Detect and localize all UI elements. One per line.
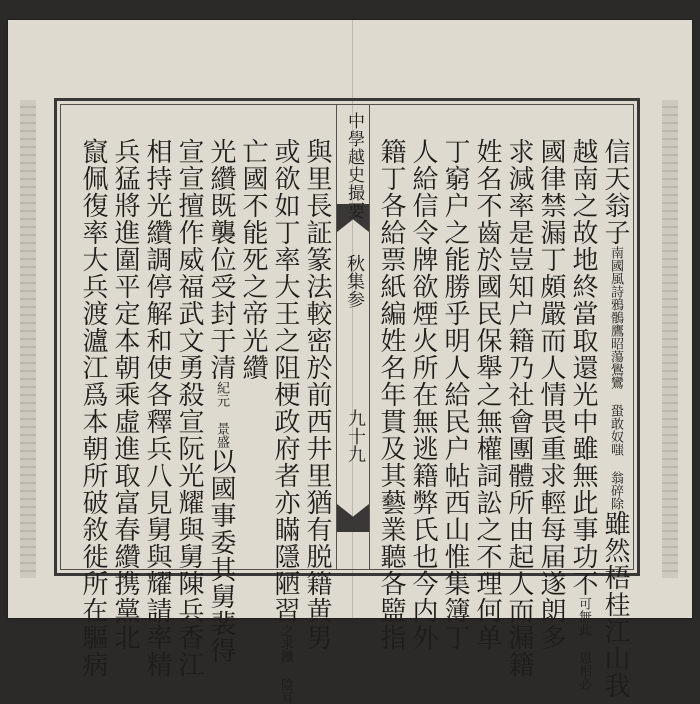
text-column: 信天翁子南國風詩鴉鶻鷹昭蕩鷽鸞 蛩敢奴嗤 翁碎除雖然梧桂江山我 bbox=[600, 138, 630, 699]
book-title: 中學越史撮要 bbox=[344, 112, 364, 220]
text-column: 人給信令牌欲煙火所在無逃籍弊氏也今内外 bbox=[408, 138, 438, 651]
volume-label: 秋集参 bbox=[344, 254, 365, 308]
text-column: 籍丁各給票紙編姓名年貫及其藝業聽各盬指 bbox=[376, 138, 406, 651]
text-column: 或欲如丁率大王之阻梗政府者亦瞞隱陋習之求鐵 陰耳 bbox=[270, 138, 300, 704]
text-column: 竄佩復率大兵渡瀘江爲本朝所破敘徙所在驅病 bbox=[78, 138, 108, 678]
text-column: 國律禁漏丁頗嚴而人情畏重求輕每届遂朗多 bbox=[536, 138, 566, 651]
text-column: 宣宣擅作威福武文勇殺宣阮光耀與舅陳兵香江 bbox=[174, 138, 204, 678]
text-column: 求減率是豈知户籍乃社會團體所由起人而漏籍 bbox=[504, 138, 534, 678]
text-column: 與里長証篆法較密於前西井里猶有脱籍黄男 bbox=[302, 138, 332, 651]
text-column: 兵猛將進圍平定本朝乘虛進取富春纘携黨北 bbox=[110, 138, 140, 651]
page-edge-right bbox=[662, 100, 678, 578]
text-column: 亡國不能死之帝光纘 bbox=[238, 138, 268, 381]
center-margin-column bbox=[336, 104, 370, 570]
fish-tail-bottom-ornament bbox=[337, 504, 369, 532]
text-column: 相持光纘調停解和使各釋兵八見舅與耀請率精 bbox=[142, 138, 172, 678]
page-edge-left bbox=[20, 100, 36, 578]
text-column: 越南之故地終當取還光中雖無此事功不可無此 恩相必 bbox=[568, 138, 598, 690]
page-number: 九十九 bbox=[345, 409, 366, 463]
text-column: 丁窮户之能勝乎明人給民户帖西山惟集簿丁 bbox=[440, 138, 470, 651]
text-column: 光纘既襲位受封于清紀元 景盛以國事委其舅裴得 bbox=[206, 138, 236, 664]
text-column: 姓名不齒於國民保舉之無權詞訟之不理何单 bbox=[472, 138, 502, 651]
